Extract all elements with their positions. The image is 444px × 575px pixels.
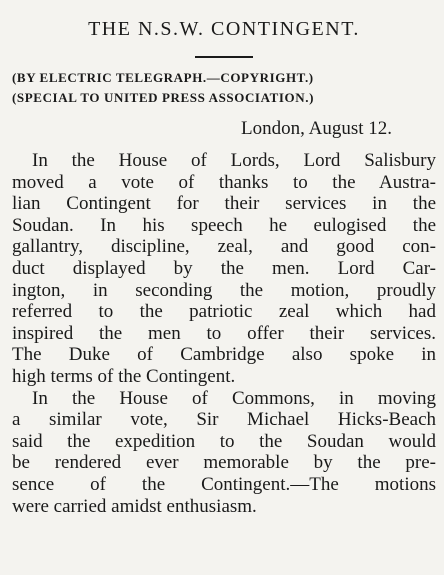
text-line: referred to the patriotic zeal which had <box>12 301 436 323</box>
text-line: gallantry, discipline, zeal, and good con- <box>12 236 436 258</box>
byline-telegraph: (BY ELECTRIC TELEGRAPH.—COPYRIGHT.) <box>12 70 314 85</box>
text-line: In the House of Commons, in moving <box>32 387 436 409</box>
text-line: Soudan. In his speech he eulogised the <box>12 214 436 236</box>
dateline: London, August 12. <box>241 118 392 139</box>
text-line: moved a vote of thanks to the Austra- <box>12 171 436 193</box>
text-line: high terms of the Contingent. <box>12 365 236 387</box>
article-headline: THE N.S.W. CONTINGENT. <box>88 18 360 40</box>
text-line: In the House of Lords, Lord Salisbury <box>32 150 436 171</box>
text-line: inspired the men to offer their services. <box>12 322 436 344</box>
text-line: The Duke of Cambridge also spoke in <box>12 344 436 366</box>
text-line: a similar vote, Sir Michael Hicks-Beach <box>12 409 436 431</box>
text-line: were carried amidst enthusiasm. <box>12 495 257 517</box>
text-line: ington, in seconding the motion, proudly <box>12 279 436 301</box>
paragraph-house-of-lords <box>12 150 436 388</box>
text-line: sence of the Contingent.—The motions <box>12 473 436 495</box>
text-line: said the expedition to the Soudan would <box>12 430 436 452</box>
text-line: duct displayed by the men. Lord Car- <box>12 257 436 279</box>
text-line: be rendered ever memorable by the pre- <box>12 452 436 474</box>
paragraph-house-of-commons <box>12 388 436 518</box>
text-line: lian Contingent for their services in the <box>12 193 436 215</box>
headline-rule <box>195 56 253 58</box>
byline-press-association: (SPECIAL TO UNITED PRESS ASSOCIATION.) <box>12 90 315 105</box>
